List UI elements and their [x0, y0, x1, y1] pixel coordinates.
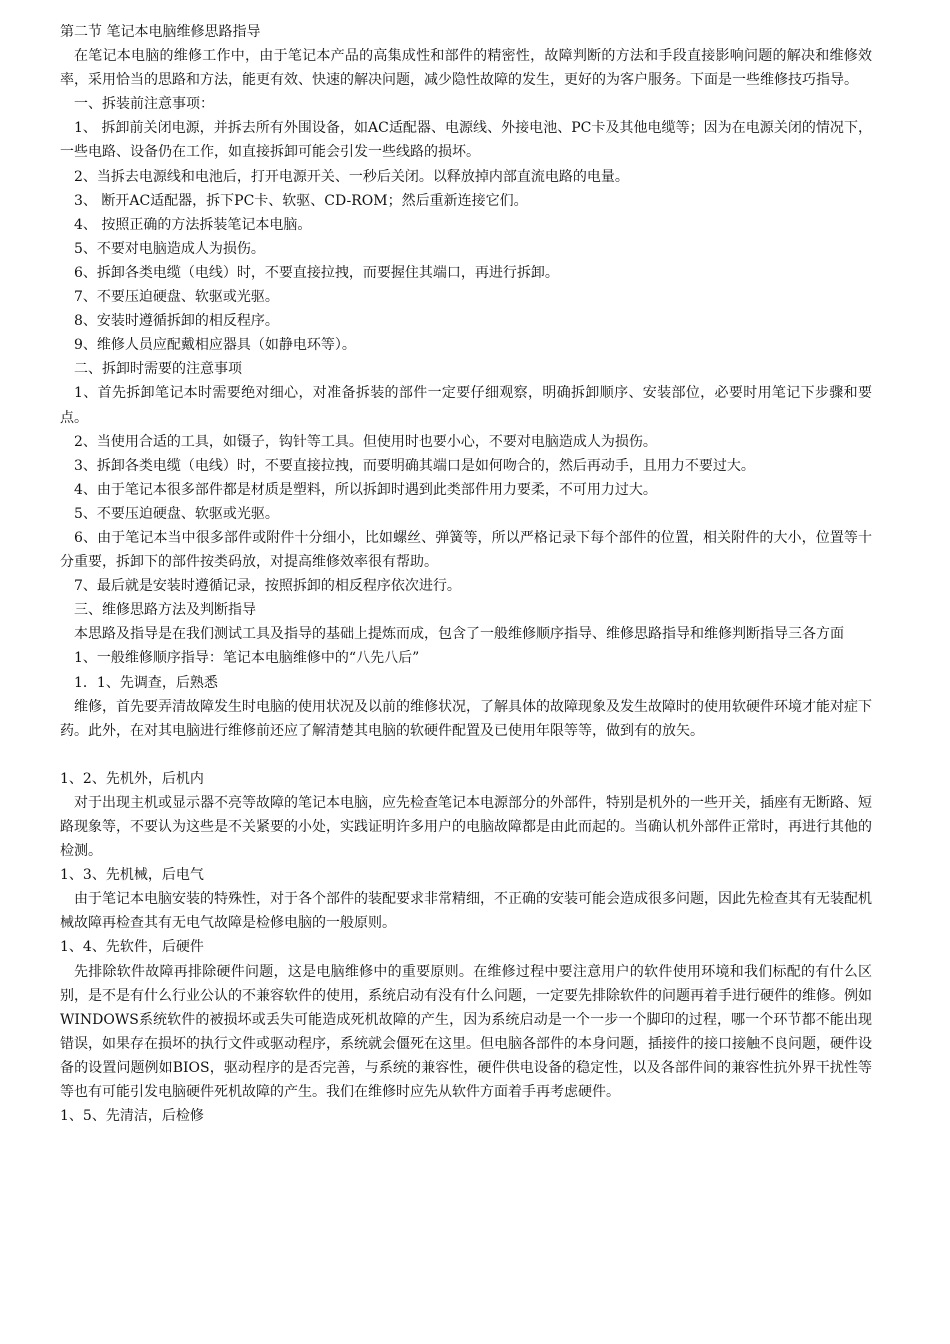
s1-item: 8、安装时遵循拆卸的相反程序。 — [74, 313, 279, 330]
blank-line — [60, 743, 872, 767]
rule-title: 1、4、先软件，后硬件 — [60, 939, 204, 956]
s1-item: 6、拆卸各类电缆（电线）时，不要直接拉拽，而要握住其端口，再进行拆卸。 — [74, 264, 559, 281]
s1-item: 3、 断开AC适配器，拆下PC卡、软驱、CD-ROM；然后重新连接它们。 — [74, 192, 528, 209]
s2-item: 1、首先拆卸笔记本时需要绝对细心，对准备拆装的部件一定要仔细观察，明确拆卸顺序、安装部位，必要时用笔记下步骤和要点。 — [60, 385, 872, 426]
s1-item: 9、维修人员应配戴相应器具（如静电环等）。 — [74, 337, 356, 354]
s1-item: 2、当拆去电源线和电池后，打开电源开关、一秒后关闭。以释放掉内部直流电路的电量。 — [74, 168, 629, 185]
rule-body: 对于出现主机或显示器不亮等故障的笔记本电脑，应先检查笔记本电源部分的外部件，特别是机外的一些开关，插座有无断路、短路现象等，不要认为这些是不关紧要的小处，实践证明许多用户的电脑故障都是由此而起的。当确认机外部件正常时，再进行其他的检测。 — [60, 794, 872, 860]
s2-item: 2、当使用合适的工具，如镊子，钩针等工具。但使用时也要小心，不要对电脑造成人为损伤。 — [74, 433, 657, 450]
s2-item: 7、最后就是安装时遵循记录，按照拆卸的相反程序依次进行。 — [74, 578, 461, 595]
s3-intro: 本思路及指导是在我们测试工具及指导的基础上提炼而成，包含了一般维修顺序指导、维修思路指导和维修判断指导三各方面 — [74, 626, 844, 643]
rule-body: 由于笔记本电脑安装的特殊性，对于各个部件的装配要求非常精细，不正确的安装可能会造成很多问题，因此先检查其有无装配机械故障再检查其有无电气故障是检修电脑的一般原则。 — [60, 891, 872, 932]
s2-item: 5、不要压迫硬盘、软驱或光驱。 — [74, 505, 279, 522]
s2-heading: 二、拆卸时需要的注意事项 — [74, 361, 242, 378]
s2-item: 6、由于笔记本当中很多部件或附件十分细小，比如螺丝、弹簧等，所以严格记录下每个部件的位置，相关附件的大小，位置等十分重要，拆卸下的部件按类码放，对提高维修效率很有帮助。 — [60, 529, 872, 571]
s1-item: 7、不要压迫硬盘、软驱或光驱。 — [74, 289, 279, 306]
rule-title: 1、5、先清洁，后检修 — [60, 1108, 204, 1125]
rule-title: 1．1、先调查，后熟悉 — [74, 674, 218, 691]
s1-item: 4、 按照正确的方法拆装笔记本电脑。 — [74, 216, 312, 233]
s1-heading: 一、拆装前注意事项： — [74, 96, 214, 113]
intro-paragraph: 在笔记本电脑的维修工作中，由于笔记本产品的高集成性和部件的精密性，故障判断的方法和手段直接影响问题的解决和维修效率，采用恰当的思路和方法，能更有效、快速的解决问题，减少隐性故障的发生，更好的为客户服务。下面是一些维修技巧指导。 — [60, 48, 872, 89]
s1-item: 5、不要对电脑造成人为损伤。 — [74, 240, 265, 257]
s1-item: 1、 拆卸前关闭电源，并拆去所有外围设备，如AC适配器、电源线、外接电池、PC卡及其他电缆等；因为在电源关闭的情况下，一些电路、设备仍在工作，如直接拆卸可能会引发一些线路的损坏。 — [60, 120, 872, 161]
s3-heading: 三、维修思路方法及判断指导 — [74, 602, 256, 619]
rule-body: 维修，首先要弄清故障发生时电脑的使用状况及以前的维修状况，了解具体的故障现象及发生故障时的使用软硬件环境才能对症下药。此外，在对其电脑进行维修前还应了解清楚其电脑的软硬件配置及已使用年限等等，做到有的放矢。 — [60, 698, 872, 739]
section-title: 第二节 笔记本电脑维修思路指导 — [60, 24, 261, 40]
s2-item: 3、拆卸各类电缆（电线）时，不要直接拉拽，而要明确其端口是如何吻合的，然后再动手，且用力不要过大。 — [74, 457, 755, 474]
rule-body: 先排除软件故障再排除硬件问题，这是电脑维修中的重要原则。在维修过程中要注意用户的软件使用环境和我们标配的有什么区别，是不是有什么行业公认的不兼容软件的使用，系统启动有没有什么问题，一定要先排除软件的问题再着手进行硬件的维修。例如WINDOWS系统软件的被损坏或丢失可能造成死机故障的产生，因为系统启动是一个一步一个脚印的过程，哪一个环节都不能出现错误，如果存在损坏的执行文件或驱动程序，系统就会僵死在这里。但电脑各部件的本身问题，插接件的接口接触不良问题，硬件设备的设置问题例如BIOS，驱动程序的是否完善，与系统的兼容性，硬件供电设备的稳定性，以及各部件间的兼容性抗外界干扰性等等也有可能引发电脑硬件死机故障的产生。我们在维修时应先从软件方面着手再考虑硬件。 — [60, 963, 872, 1101]
rule-title: 1、2、先机外，后机内 — [60, 770, 204, 787]
s2-item: 4、由于笔记本很多部件都是材质是塑料，所以拆卸时遇到此类部件用力要柔，不可用力过大。 — [74, 481, 657, 498]
rule-title: 1、3、先机械，后电气 — [60, 867, 204, 884]
s3-subheading: 1、一般维修顺序指导：笔记本电脑维修中的“八先八后” — [74, 650, 420, 667]
